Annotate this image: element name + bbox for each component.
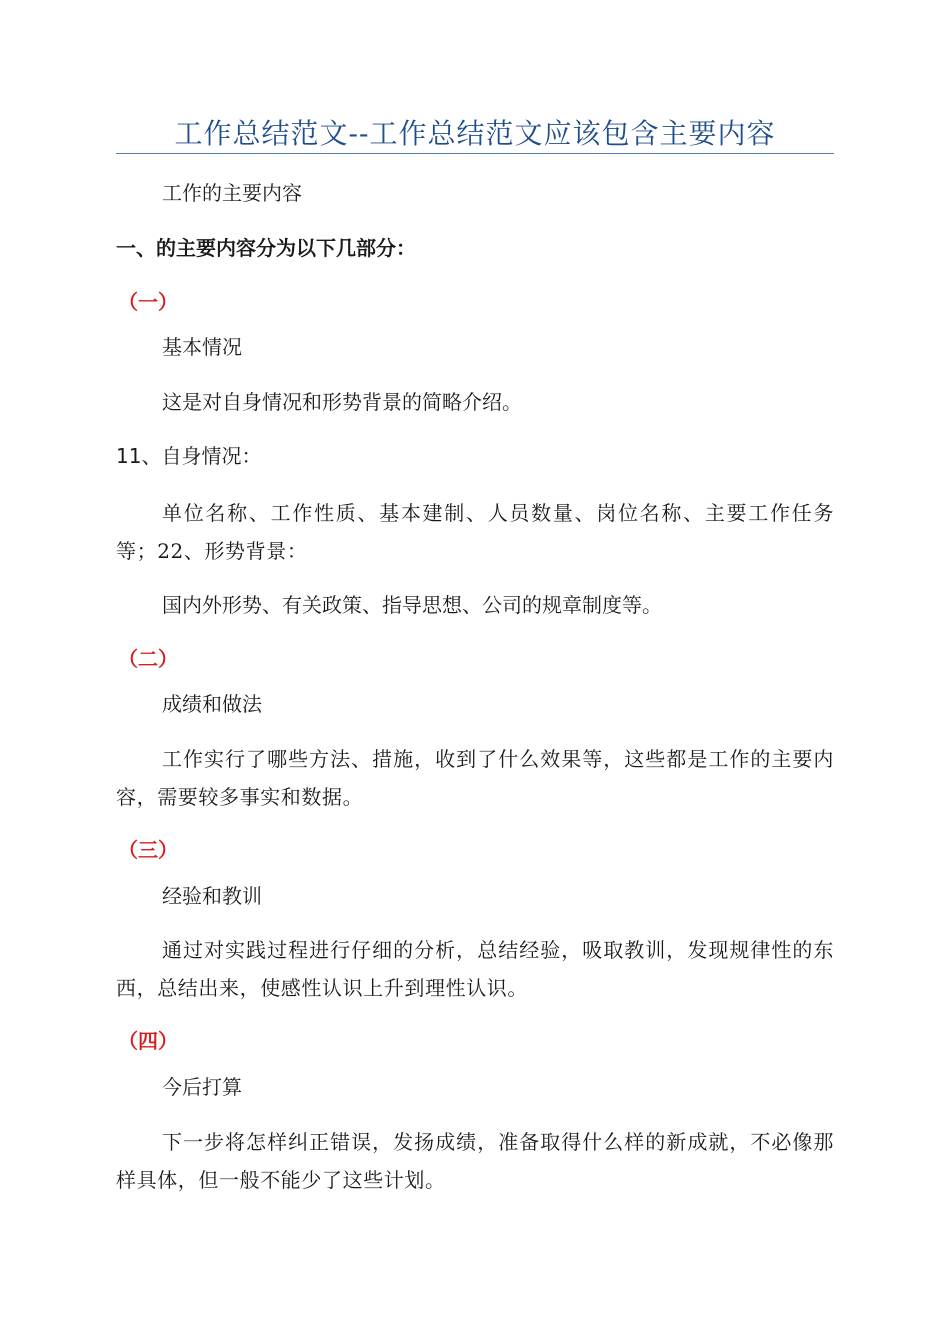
- part-1-desc: 这是对自身情况和形势背景的简略介绍。: [162, 390, 522, 414]
- part-4-marker: （四）: [118, 1029, 178, 1053]
- self-situation-desc: 单位名称、工作性质、基本建制、人员数量、岗位名称、主要工作任务等；22、形势背景：: [116, 501, 834, 563]
- part-3-desc: 通过对实践过程进行仔细的分析，总结经验，吸取教训，发现规律性的东西，总结出来，使感性认识上升到理性认识。: [116, 938, 834, 1000]
- part-1-marker: （一）: [118, 290, 178, 314]
- intro-text: 工作的主要内容: [162, 181, 302, 205]
- situation-desc: 国内外形势、有关政策、指导思想、公司的规章制度等。: [162, 593, 662, 617]
- title-underline: [116, 153, 834, 154]
- part-4-name: 今后打算: [162, 1075, 242, 1099]
- document-title: 工作总结范文--工作总结范文应该包含主要内容: [174, 117, 776, 150]
- part-3-name: 经验和教训: [162, 884, 262, 908]
- self-situation-label: 11、自身情况：: [116, 444, 262, 468]
- part-2-desc: 工作实行了哪些方法、措施，收到了什么效果等，这些都是工作的主要内容，需要较多事实和数据。: [116, 747, 834, 809]
- part-2-name: 成绩和做法: [162, 692, 262, 716]
- section-heading: 一、的主要内容分为以下几部分：: [116, 236, 416, 260]
- part-2-marker: （二）: [118, 647, 178, 671]
- part-1-name: 基本情况: [162, 335, 242, 359]
- part-4-desc: 下一步将怎样纠正错误，发扬成绩，准备取得什么样的新成就，不必像那样具体，但一般不能少了这些计划。: [116, 1130, 834, 1192]
- part-3-marker: （三）: [118, 838, 178, 862]
